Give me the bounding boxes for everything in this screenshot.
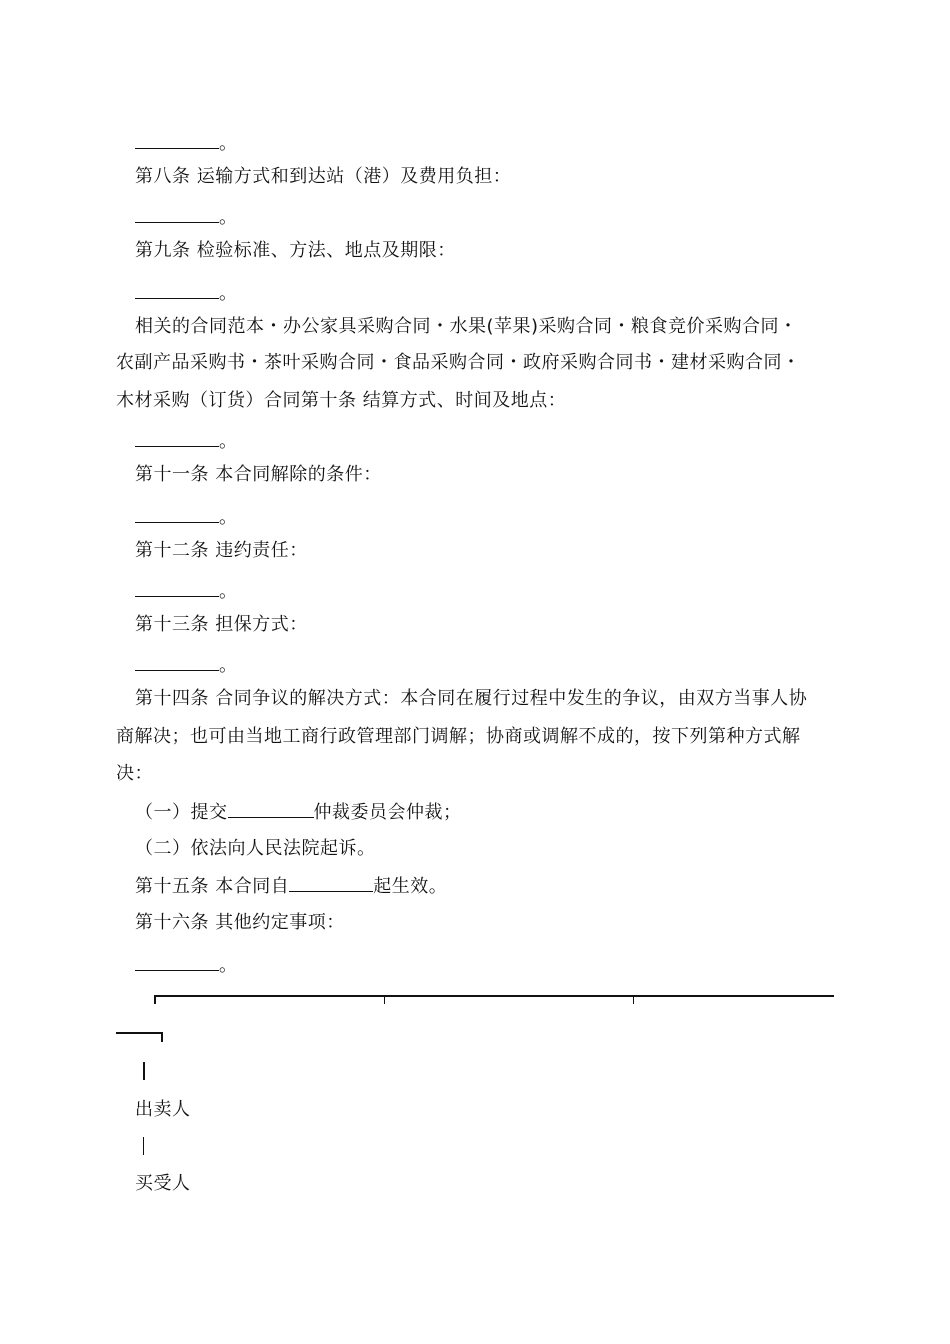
blank-line-3 [135,282,238,305]
period: 。 [219,283,238,304]
related-templates-line-1: 相关的合同范本・办公家具采购合同・水果(苹果)采购合同・粮食竞价采购合同・ [135,316,798,337]
option-1-text: （一）提交 [135,802,228,823]
fill-blank [135,206,219,223]
table-cell-border-2 [143,1137,144,1155]
article-13: 第十三条 担保方式： [135,614,308,635]
option-1 [135,801,462,824]
buyer-label: 买受人 [135,1173,191,1194]
table-top-border [154,995,834,997]
period: 。 [219,207,238,228]
fill-blank [135,954,219,971]
period: 。 [219,655,238,676]
fill-blank [135,282,219,299]
table-corner-right [161,1032,163,1042]
period: 。 [219,133,238,154]
blank-line-4 [135,430,238,453]
fill-blank [135,580,219,597]
period: 。 [219,507,238,528]
article-8: 第八条 运输方式和到达站（港）及费用负担： [135,166,512,187]
period: 。 [219,955,238,976]
article-15-text-end: 起生效。 [373,876,448,897]
arbitration-blank [228,801,314,818]
article-14-line-1: 第十四条 合同争议的解决方式：本合同在履行过程中发生的争议，由双方当事人协 [135,688,808,709]
article-12: 第十二条 违约责任： [135,540,308,561]
article-15-text: 第十五条 本合同自 [135,876,290,897]
fill-blank [135,430,219,447]
fill-blank [135,654,219,671]
fill-blank [135,506,219,523]
blank-line-8 [135,954,238,977]
table-border-wrap [116,1032,163,1034]
blank-line-7 [135,654,238,677]
table-corner-left [154,995,156,1004]
article-16: 第十六条 其他约定事项： [135,912,345,933]
article-14-line-3: 决： [116,763,153,784]
option-1-text-end: 仲裁委员会仲裁； [313,802,462,823]
period: 。 [219,431,238,452]
blank-line-6 [135,580,238,603]
table-cell-border [143,1062,145,1080]
related-templates-line-3: 木材采购（订货）合同第十条 结算方式、时间及地点： [116,390,567,411]
article-14-line-2: 商解决；也可由当地工商行政管理部门调解；协商或调解不成的，按下列第种方式解 [116,726,801,747]
effective-date-blank [289,875,373,892]
fill-blank [135,132,219,149]
table-divider-2 [633,995,634,1004]
seller-label: 出卖人 [135,1099,191,1120]
article-11: 第十一条 本合同解除的条件： [135,464,382,485]
blank-line-1 [135,132,238,155]
related-templates-line-2: 农副产品采购书・茶叶采购合同・食品采购合同・政府采购合同书・建材采购合同・ [116,352,801,373]
option-2: （二）依法向人民法院起诉。 [135,838,376,859]
blank-line-5 [135,506,238,529]
article-9: 第九条 检验标准、方法、地点及期限： [135,240,456,261]
blank-line-2 [135,206,238,229]
table-divider-1 [384,995,385,1004]
period: 。 [219,581,238,602]
article-15 [135,875,447,898]
